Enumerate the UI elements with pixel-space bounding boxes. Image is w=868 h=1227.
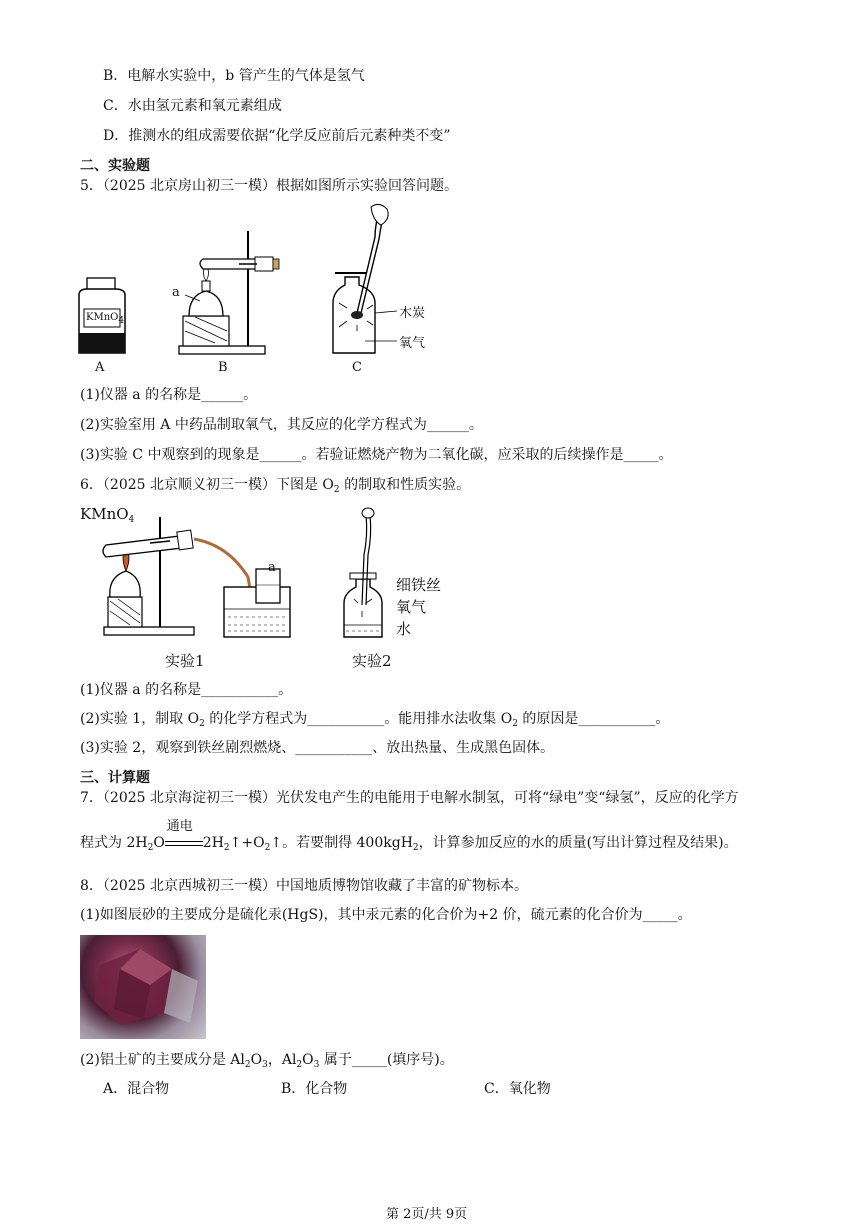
reaction-condition: 通电 — [165, 834, 203, 852]
page-number: 第 2页/共 9页 — [386, 1207, 468, 1222]
kmno4-label: KMnO$_4$ — [80, 505, 135, 525]
water-trough-icon — [224, 569, 290, 637]
question-8-stem: 8．（2025 北京西城初三一模）中国地质博物馆收藏了丰富的矿物标本。 — [80, 878, 528, 894]
heating-setup-icon — [179, 231, 279, 354]
charcoal-label: 木炭 — [399, 306, 426, 321]
caption-c: C — [352, 360, 362, 375]
option-b-compound: B．化合物 — [281, 1081, 348, 1097]
section-title-calculation: 三、计算题 — [80, 770, 150, 786]
oxygen-bottle-icon — [344, 508, 382, 637]
caption-experiment-1: 实验1 — [165, 652, 205, 670]
oxygen-bottle-icon — [333, 204, 397, 353]
question-6-stem: 6．（2025 北京顺义初三一模）下图是 $O_2$ 的制取和性质实验。 — [80, 477, 471, 495]
instrument-a-label: a — [172, 285, 180, 300]
question-7-line-2: 程式为 $2H_2O$ 通电 $2H_2↑+O_2↑$。若要制得 400kgH$_2$，计算参加反应的水的质量(写出计算过程及结果)。 — [80, 819, 738, 853]
question-5-part-1: (1)仪器 a 的名称是______。 — [80, 387, 258, 403]
caption-experiment-2: 实验2 — [352, 652, 392, 670]
option-d: D．推测水的组成需要依据“化学反应前后元素种类不变” — [103, 128, 451, 144]
water-label: 水 — [396, 620, 412, 638]
caption-b: B — [218, 360, 228, 375]
question-7-line-1: 7．（2025 北京海淀初三一模）光伏发电产生的电能用于电解水制氢，可将“绿电”变“绿氢”，反应的化学方 — [80, 790, 739, 806]
question-6-part-2: (2)实验 1，制取 $O_2$ 的化学方程式为___________。能用排水法收集 $O_2$ 的原因是___________。 — [80, 711, 670, 729]
question-5-stem: 5．（2025 北京房山初三一模）根据如图所示实验回答问题。 — [80, 178, 458, 194]
oxygen-label: 氧气 — [399, 336, 426, 351]
oxygen-label: 氧气 — [396, 598, 427, 616]
bottle-label: KMnO$_4$ — [86, 312, 125, 326]
section-title-experiment: 二、实验题 — [80, 158, 150, 174]
cinnabar-photo — [80, 935, 206, 1039]
instrument-a-label: a — [268, 560, 276, 575]
caption-a: A — [95, 360, 105, 375]
option-b: B．电解水实验中，b 管产生的气体是氢气 — [103, 68, 365, 84]
option-a-mixture: A．混合物 — [103, 1081, 170, 1097]
q5-apparatus-figure — [75, 203, 460, 378]
iron-wire-label: 细铁丝 — [396, 576, 442, 594]
question-8-part-2: (2)铝土矿的主要成分是 $Al_2O_3$，$Al_2O_3$ 属于_____(填序号)。 — [80, 1052, 454, 1070]
question-5-part-2: (2)实验室用 A 中药品制取氧气，其反应的化学方程式为______。 — [80, 417, 483, 433]
option-c: C．水由氢元素和氧元素组成 — [103, 98, 282, 114]
option-c-oxide: C．氧化物 — [484, 1081, 551, 1097]
question-8-part-1: (1)如图辰砂的主要成分是硫化汞(HgS)，其中汞元素的化合价为+2 价，硫元素的化合价为_____。 — [80, 907, 692, 923]
question-6-part-1: (1)仪器 a 的名称是___________。 — [80, 682, 293, 698]
question-5-part-3: (3)实验 C 中观察到的现象是______。若验证燃烧产物为二氧化碳，应采取的后续操作是_____。 — [80, 447, 673, 463]
question-6-part-3: (3)实验 2，观察到铁丝剧烈燃烧、___________、放出热量、生成黑色固体。 — [80, 740, 555, 756]
